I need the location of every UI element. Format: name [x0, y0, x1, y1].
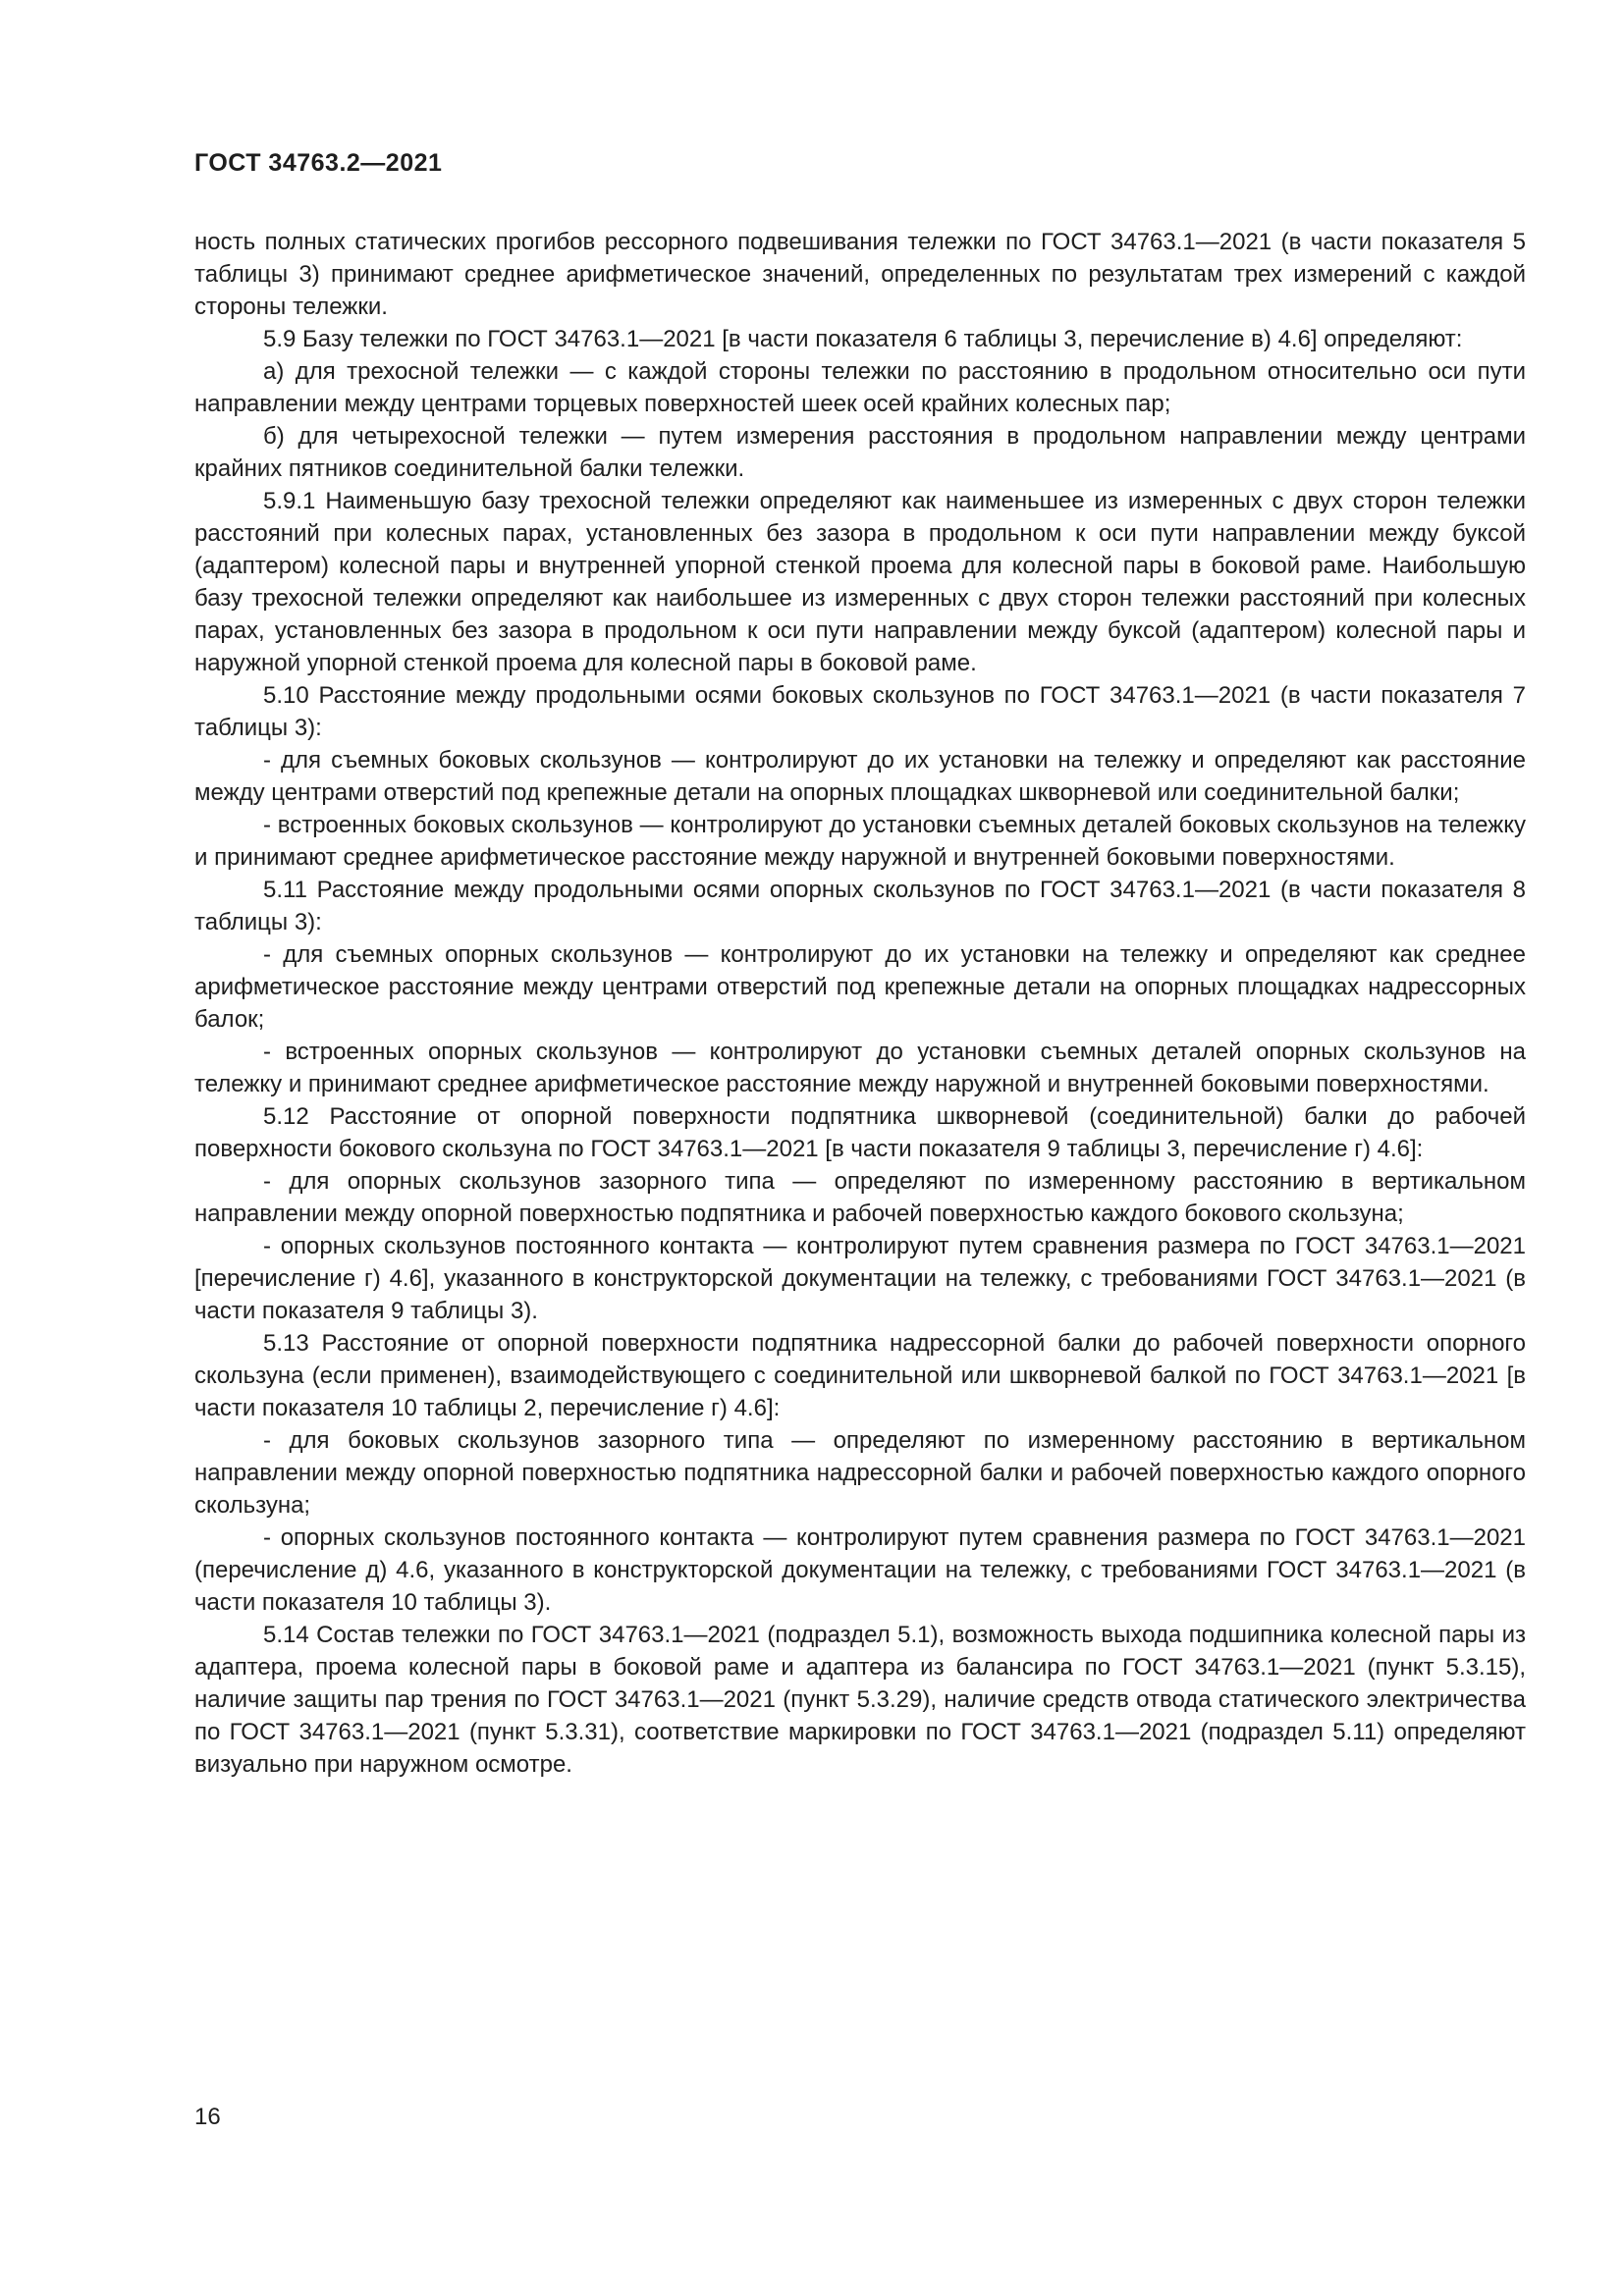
list-item: - для боковых скользунов зазорного типа — определяют по измеренному расстоянию в вертикальном направлении между опорной поверхностью подпятника надрессорной балки и рабочей поверхностью каждого опорного скользуна; [194, 1427, 1526, 1519]
list-item: - для съемных опорных скользунов — контролируют до их установки на тележку и определяют как среднее арифметическое расстояние между центрами отверстий под крепежные детали на опорных площадках надрессорных балок; [194, 941, 1526, 1033]
paragraph: 5.11 Расстояние между продольными осями опорных скользунов по ГОСТ 34763.1—2021 (в части показателя 8 таблицы 3): [194, 877, 1526, 935]
list-item: - опорных скользунов постоянного контакта — контролируют путем сравнения размера по ГОСТ 34763.1—2021 [перечисление г) 4.6], указанного в конструкторской документации на тележку, с требованиями ГОСТ 34763.1—2021 (в части показателя 9 таблицы 3). [194, 1233, 1526, 1324]
paragraph: 5.10 Расстояние между продольными осями боковых скользунов по ГОСТ 34763.1—2021 (в части показателя 7 таблицы 3): [194, 682, 1526, 741]
paragraph: 5.14 Состав тележки по ГОСТ 34763.1—2021 (подраздел 5.1), возможность выхода подшипника колесной пары из адаптера, проема колесной пары в боковой раме и адаптера из балансира по ГОСТ 34763.1—2021 (пункт 5.3.15), наличие защиты пар трения по ГОСТ 34763.1—2021 (пункт 5.3.29), наличие средств отвода статического электричества по ГОСТ 34763.1—2021 (пункт 5.3.31), соответствие маркировки по ГОСТ 34763.1—2021 (подраздел 5.11) определяют визуально при наружном осмотре. [194, 1622, 1526, 1778]
list-item: - для опорных скользунов зазорного типа — определяют по измеренному расстоянию в вертикальном направлении между опорной поверхностью подпятника и рабочей поверхностью каждого бокового скользуна; [194, 1168, 1526, 1227]
list-item: б) для четырехосной тележки — путем измерения расстояния в продольном направлении между центрами крайних пятников соединительной балки тележки. [194, 423, 1526, 482]
paragraph: 5.9 Базу тележки по ГОСТ 34763.1—2021 [в части показателя 6 таблицы 3, перечисление в) 4.6] определяют: [263, 326, 1463, 352]
list-item: - для съемных боковых скользунов — контролируют до их установки на тележку и определяют как расстояние между центрами отверстий под крепежные детали на опорных площадках шкворневой или соединительной балки; [194, 747, 1526, 806]
list-item: - встроенных опорных скользунов — контролируют до установки съемных деталей опорных скользунов на тележку и принимают среднее арифметическое расстояние между наружной и внутренней боковыми поверхностями. [194, 1039, 1526, 1097]
list-item: - опорных скользунов постоянного контакта — контролируют путем сравнения размера по ГОСТ 34763.1—2021 (перечисление д) 4.6, указанного в конструкторской документации на тележку, с требованиями ГОСТ 34763.1—2021 (в части показателя 10 таблицы 3). [194, 1524, 1526, 1616]
paragraph: 5.13 Расстояние от опорной поверхности подпятника надрессорной балки до рабочей поверхности опорного скользуна (если применен), взаимодействующего с соединительной или шкворневой балкой по ГОСТ 34763.1—2021 [в части показателя 10 таблицы 2, перечисление г) 4.6]: [194, 1330, 1526, 1421]
paragraph: 5.12 Расстояние от опорной поверхности подпятника шкворневой (соединительной) балки до рабочей поверхности бокового скользуна по ГОСТ 34763.1—2021 [в части показателя 9 таблицы 3, перечисление г) 4.6]: [194, 1103, 1526, 1162]
paragraph: ность полных статических прогибов рессорного подвешивания тележки по ГОСТ 34763.1—2021 (в части показателя 5 таблицы 3) принимают среднее арифметическое значений, определенных по результатам трех измерений с каждой стороны тележки. [194, 229, 1526, 320]
page-number: 16 [194, 2104, 221, 2130]
body-text [194, 226, 1526, 1781]
list-item: а) для трехосной тележки — с каждой стороны тележки по расстоянию в продольном относительно оси пути направлении между центрами торцевых поверхностей шеек осей крайних колесных пар; [194, 358, 1526, 417]
list-item: - встроенных боковых скользунов — контролируют до установки съемных деталей боковых скользунов на тележку и принимают среднее арифметическое расстояние между наружной и внутренней боковыми поверхностями. [194, 812, 1526, 871]
page-header-standard: ГОСТ 34763.2—2021 [194, 149, 443, 177]
paragraph: 5.9.1 Наименьшую базу трехосной тележки определяют как наименьшее из измеренных с двух сторон тележки расстояний при колесных парах, установленных без зазора в продольном к оси пути направлении между буксой (адаптером) колесной пары и внутренней упорной стенкой проема для колесной пары в боковой раме. Наибольшую базу трехосной тележки определяют как наибольшее из измеренных с двух сторон тележки расстояний при колесных парах, установленных без зазора в продольном к оси пути направлении между буксой (адаптером) колесной пары и наружной упорной стенкой проема для колесной пары в боковой раме. [194, 488, 1526, 676]
